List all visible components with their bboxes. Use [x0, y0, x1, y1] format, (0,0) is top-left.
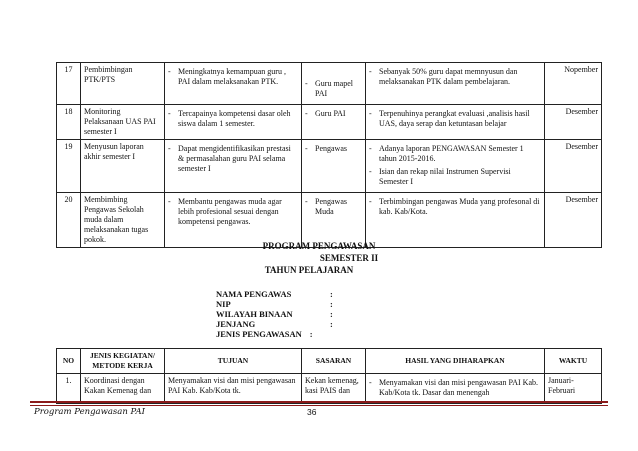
list-item-text: Pengawas: [315, 144, 347, 153]
footer-rule-thin: [30, 405, 608, 406]
cell-hasil: [366, 63, 545, 105]
list-item: - Sebanyak 50% guru dapat memnyusun dan melaksanakan PTK dalam pembelajaran.: [369, 67, 541, 87]
table-row: [57, 140, 602, 193]
info-row: [216, 289, 340, 299]
info-row: [216, 299, 340, 309]
year-title: TAHUN PELAJARAN: [264, 265, 354, 275]
cell-hasil: [366, 140, 545, 193]
header-no: NO: [57, 349, 81, 374]
list-item-text: Guru mapel PAI: [315, 79, 353, 98]
info-colon: :: [330, 289, 333, 299]
list-item: - Meningkatnya kemampuan guru , PAI dalam melaksanakan PTK.: [168, 67, 298, 87]
list-item: - Pengawas: [305, 144, 362, 154]
cell-tujuan: [165, 105, 302, 140]
info-label: JENJANG: [216, 319, 256, 329]
list-item: - Pengawas Muda: [305, 197, 362, 217]
footer-title: Program Pengawasan PAI: [34, 407, 145, 417]
cell-tujuan: Menyamakan visi dan misi pengawasan PAI Kab. Kab/Kota tk.: [165, 374, 302, 404]
list-item-text: Pengawas Muda: [315, 197, 347, 216]
cell-tujuan: [165, 63, 302, 105]
table-row: [57, 63, 602, 105]
header-waktu: WAKTU: [545, 349, 602, 374]
info-colon: :: [330, 309, 333, 319]
cell-waktu: Desember: [545, 140, 602, 193]
cell-sasaran: Kekan kemenag, kasi PAIS dan: [302, 374, 366, 404]
info-label: JENIS PENGAWASAN: [216, 329, 302, 339]
cell-waktu: Nopember: [545, 63, 602, 105]
info-row: [216, 329, 340, 339]
list-item: - Membantu pengawas muda agar lebih profesional sesuai dengan kompetensi pengawas.: [168, 197, 298, 227]
list-item: - Tercapainya kompetensi dasar oleh siswa dalam 1 semester.: [168, 109, 298, 129]
cell-tujuan: [165, 140, 302, 193]
info-colon: :: [309, 329, 313, 339]
list-item: - Dapat mengidentifikasikan prestasi & permasalahan guru PAI selama semester I: [168, 144, 298, 174]
cell-kegiatan: Membimbing Pengawas Sekolah muda dalam melaksanakan tugas pokok.: [81, 193, 165, 248]
list-item-text: Isian dan rekap nilai Instrumen Supervisi Semester I: [379, 167, 511, 186]
cell-no: 19: [57, 140, 81, 193]
semester-title: SEMESTER II: [319, 253, 379, 263]
info-row: [216, 309, 340, 319]
list-item: - Guru PAI: [305, 109, 362, 119]
info-row: [216, 319, 340, 329]
list-item-text: Adanya laporan PENGAWASAN Semester 1 tahun 2015-2016.: [379, 144, 524, 163]
program-title-block: [0, 240, 638, 276]
list-item-text: Guru PAI: [315, 109, 346, 118]
list-item: - Terpenuhinya perangkat evaluasi ,analisis hasil UAS, daya serap dan ketuntasan belajar: [369, 109, 541, 129]
list-item: - Guru mapel PAI: [305, 79, 362, 99]
list-item-text: Tercapainya kompetensi dasar oleh siswa dalam 1 semester.: [178, 109, 291, 128]
cell-waktu: Desember: [545, 105, 602, 140]
hasil-text: Menyamakan visi dan misi pengawasan PAI Kab. Kab/Kota tk. Dasar dan menengah: [379, 378, 539, 397]
header-sasaran: SASARAN: [302, 349, 366, 374]
header-kegiatan: JENIS KEGIATAN/ METODE KERJA: [81, 349, 165, 374]
header-hasil: HASIL YANG DIHARAPKAN: [366, 349, 545, 374]
cell-sasaran: [302, 63, 366, 105]
table-row: [57, 374, 602, 404]
list-item-text: Meningkatnya kemampuan guru , PAI dalam melaksanakan PTK.: [178, 67, 286, 86]
cell-kegiatan: Monitoring Pelaksanaan UAS PAI semester I: [81, 105, 165, 140]
list-item-text: Dapat mengidentifikasikan prestasi & permasalahan guru PAI selama semester I: [178, 144, 291, 173]
list-item-text: Membantu pengawas muda agar lebih profesional sesuai dengan kompetensi pengawas.: [178, 197, 282, 226]
footer-rule: [30, 401, 608, 403]
cell-waktu: Januari-Februari: [545, 374, 602, 404]
info-colon: :: [330, 319, 333, 329]
info-colon: :: [330, 299, 333, 309]
table-row: [57, 105, 602, 140]
cell-hasil: [366, 105, 545, 140]
table-header-row: [57, 349, 602, 374]
list-item: - Isian dan rekap nilai Instrumen Supervisi Semester I: [369, 167, 541, 187]
info-label: NAMA PENGAWAS: [216, 289, 292, 299]
semester-ii-program-table: [56, 348, 602, 404]
page-number: 36: [307, 407, 317, 417]
cell-no: 18: [57, 105, 81, 140]
list-item-text: Terpenuhinya perangkat evaluasi ,analisis hasil UAS, daya serap dan ketuntasan belajar: [379, 109, 530, 128]
cell-kegiatan: Menyusun laporan akhir semester I: [81, 140, 165, 193]
supervisor-info: [216, 289, 340, 339]
cell-no: 20: [57, 193, 81, 248]
cell-kegiatan: Pembimbingan PTK/PTS: [81, 63, 165, 105]
info-label: WILAYAH BINAAN: [216, 309, 293, 319]
list-item: - Terbimbingan pengawas Muda yang profesonal di kab. Kab/Kota.: [369, 197, 540, 216]
header-tujuan: TUJUAN: [165, 349, 302, 374]
program-title: PROGRAM PENGAWASAN: [262, 241, 376, 251]
cell-sasaran: [302, 105, 366, 140]
cell-waktu: Desember: [545, 193, 602, 248]
list-item-text: Sebanyak 50% guru dapat memnyusun dan melaksanakan PTK dalam pembelajaran.: [379, 67, 518, 86]
cell-hasil: - Menyamakan visi dan misi pengawasan PAI Kab. Kab/Kota tk. Dasar dan menengah: [366, 374, 545, 404]
top-program-table: [56, 62, 602, 248]
info-label: NIP: [216, 299, 231, 309]
list-item: - Adanya laporan PENGAWASAN Semester 1 tahun 2015-2016.: [369, 144, 541, 164]
list-item-text: Terbimbingan pengawas Muda yang profesonal di kab. Kab/Kota.: [379, 197, 540, 216]
cell-kegiatan: Koordinasi dengan Kakan Kemenag dan: [81, 374, 165, 404]
cell-sasaran: [302, 140, 366, 193]
cell-no: 1.: [57, 374, 81, 404]
cell-no: 17: [57, 63, 81, 105]
